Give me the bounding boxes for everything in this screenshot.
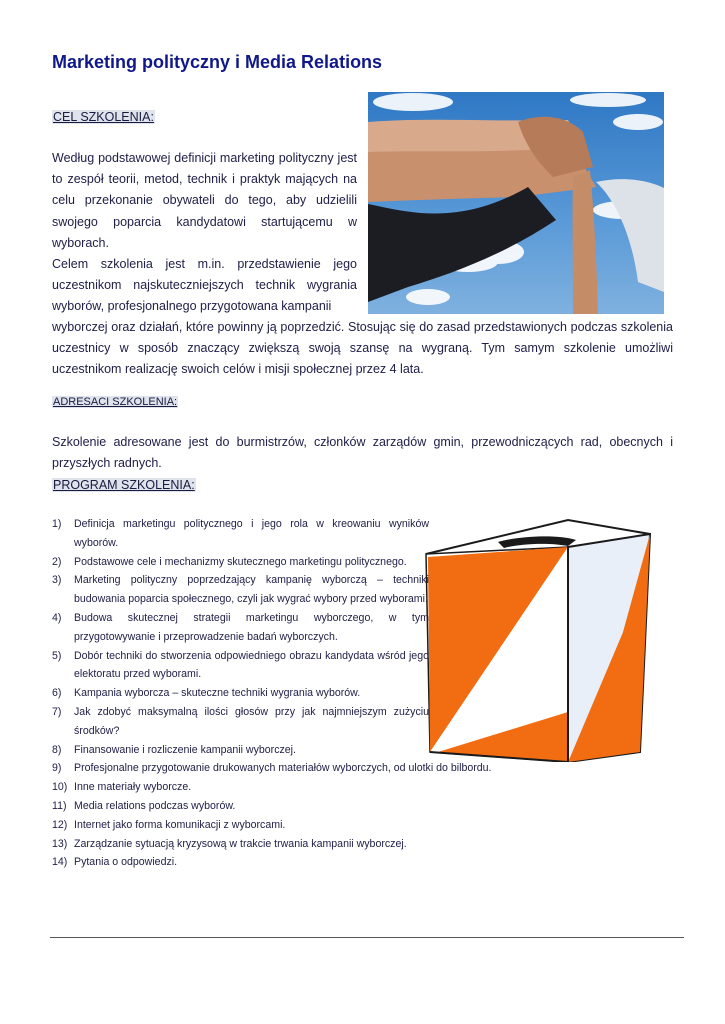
program-item-text: Dobór techniki do stworzenia odpowiedniego obrazu kandydata wśród jego elektoratu przed wyborami. — [74, 649, 429, 681]
cel-paragraph-2-rest: wyborczej oraz działań, które powinny ją poprzedzić. Stosując się do zasad przedstawionych podczas szkolenia uczestnicy w sposób znaczący zwiększą swoją szansę na wygraną. Tym samym szkolenie umożliwi uczestnikom realizację swoich celów i misji społecznej przez 4 lata. — [52, 320, 673, 377]
program-item-number: 12) — [52, 818, 68, 831]
program-item-number: 13) — [52, 837, 68, 850]
program-list-item — [52, 741, 544, 760]
footer-divider — [50, 937, 684, 938]
adresaci-text: Szkolenie adresowane jest do burmistrzów, członków zarządów gmin, przewodniczących rad, obecnych i przyszłych radnych. — [52, 435, 673, 471]
program-list — [52, 515, 544, 872]
program-item-number: 9) — [52, 762, 62, 775]
cel-paragraph-1: Według podstawowej definicji marketing polityczny jest to zespół teorii, metod, technik i praktyk mających na celu przekonanie obywateli do tego, aby udzielili swojego poparcia kandydatowi startującemu w wyborach. — [52, 151, 357, 250]
program-item-text: Marketing polityczny poprzedzający kampanię wyborczą – techniki budowania poparcia społecznego, czyli jak wygrać wybory przed wyborami. — [74, 574, 429, 606]
program-list-item — [52, 609, 429, 647]
program-list-item — [52, 816, 544, 835]
program-item-text: Inne materiały wyborcze. — [74, 781, 192, 794]
program-item-text: Definicja marketingu politycznego i jego rola w kreowaniu wyników wyborów. — [74, 518, 429, 549]
program-list-item — [52, 835, 544, 854]
program-item-number: 5) — [52, 649, 62, 662]
program-list-item — [52, 684, 429, 703]
program-item-number: 2) — [52, 555, 62, 568]
program-item-number: 6) — [52, 687, 62, 700]
cel-paragraph-2-top: Celem szkolenia jest m.in. przedstawienie jego uczestnikom najskuteczniejszych technik wygrania wyborów, profesjonalnego przygotowana kampanii — [52, 257, 357, 314]
section-heading-program: PROGRAM SZKOLENIA: — [53, 478, 195, 492]
program-item-text: Budowa skutecznej strategii marketingu wyborczego, w tym przygotowywanie i przeprowadzenie badań wyborczych. — [74, 611, 429, 643]
program-item-text: Kampania wyborcza – skuteczne techniki wygrania wyborów. — [74, 687, 361, 700]
program-list-item — [52, 647, 429, 685]
program-item-text: Finansowanie i rozliczenie kampanii wyborczej. — [74, 743, 296, 756]
program-list-item — [52, 515, 429, 553]
program-item-number: 10) — [52, 781, 68, 794]
program-list-item — [52, 853, 544, 872]
page-title: Marketing polityczny i Media Relations — [52, 52, 383, 72]
program-list-item — [52, 553, 429, 572]
raised-hands-photo — [368, 92, 664, 314]
program-item-text: Profesjonalne przygotowanie drukowanych materiałów wyborczych, od ulotki do bilbordu. — [74, 762, 492, 775]
section-heading-cel: CEL SZKOLENIA: — [53, 110, 154, 124]
program-list-item — [52, 759, 544, 778]
program-item-text: Pytania o odpowiedzi. — [74, 856, 178, 869]
section-heading-adresaci: ADRESACI SZKOLENIA: — [53, 396, 178, 408]
program-item-number: 8) — [52, 743, 62, 756]
program-item-number: 7) — [52, 705, 62, 718]
program-item-number: 3) — [52, 574, 62, 587]
program-item-number: 11) — [52, 799, 67, 812]
program-item-text: Internet jako forma komunikacji z wyborcami. — [74, 818, 286, 831]
program-item-text: Zarządzanie sytuacją kryzysową w trakcie trwania kampanii wyborczej. — [74, 837, 407, 850]
program-list-item — [52, 778, 544, 797]
program-list-item — [52, 571, 429, 609]
program-item-number: 14) — [52, 856, 68, 869]
program-item-number: 4) — [52, 611, 62, 624]
program-item-text: Jak zdobyć maksymalną ilości głosów przy jak najmniejszym zużyciu środków? — [74, 705, 429, 737]
program-item-number: 1) — [52, 518, 62, 530]
program-list-item — [52, 703, 429, 741]
program-list-item — [52, 797, 544, 816]
program-item-text: Podstawowe cele i mechanizmy skutecznego marketingu politycznego. — [74, 555, 407, 568]
program-item-text: Media relations podczas wyborów. — [74, 799, 236, 812]
